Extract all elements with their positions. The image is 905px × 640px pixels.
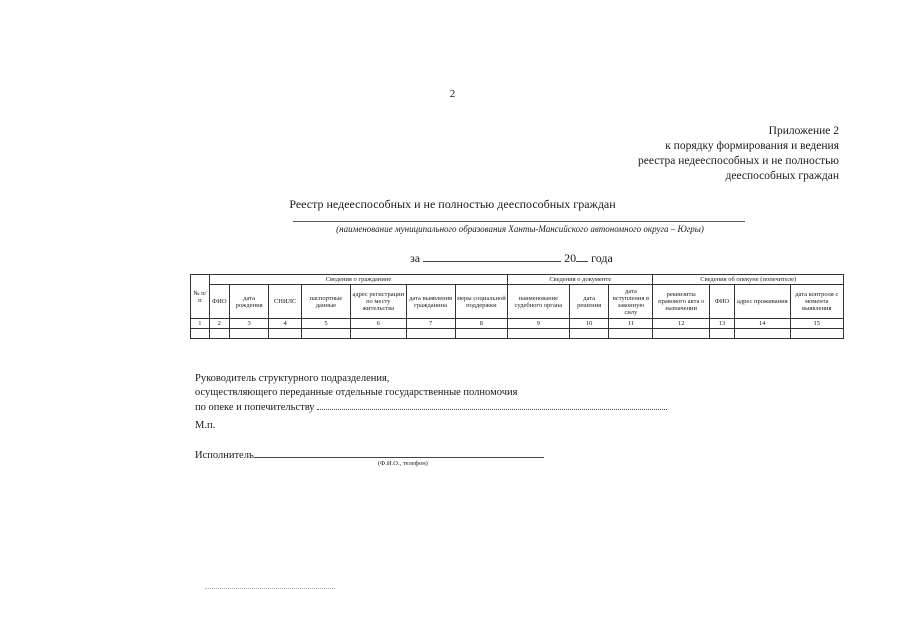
municipality-fill-line <box>293 221 745 222</box>
signature-line-3: по опеке и попечительству <box>195 402 315 413</box>
col-number-5: 5 <box>301 319 350 329</box>
col-number-6: 6 <box>351 319 406 329</box>
period-year-prefix: 20 <box>564 251 577 265</box>
col-header-court-name: наименование судебного органа <box>508 285 570 319</box>
page-number: 2 <box>449 88 456 100</box>
col-header-decision-date: дата решения <box>569 285 609 319</box>
executor-line <box>195 448 544 461</box>
footer-faint-line <box>205 588 335 589</box>
col-header-address: адрес регистрации по месту жительства <box>351 285 406 319</box>
col-number-15: 15 <box>790 319 844 329</box>
col-header-passport: паспортные данные <box>301 285 350 319</box>
col-header-detection-date: дата выявления гражданина <box>406 285 455 319</box>
appendix-line-1: Приложение 2 <box>768 125 839 137</box>
stamp-label: М.п. <box>195 420 216 431</box>
executor-fill-line <box>254 448 544 458</box>
group-header-guardian: Сведения об опекуне (попечителе) <box>653 275 844 285</box>
col-header-snils: СНИЛС <box>269 285 301 319</box>
col-header-guardian-address: адрес проживания <box>735 285 790 319</box>
appendix-line-3: реестра недееспособных и не полностью <box>637 155 839 167</box>
col-header-legal-act: реквизиты правового акта о назначении <box>653 285 710 319</box>
col-number-8: 8 <box>455 319 507 329</box>
col-number-3: 3 <box>229 319 269 329</box>
col-header-fio: ФИО <box>209 285 229 319</box>
period-prefix: за <box>410 251 421 265</box>
col-number-10: 10 <box>569 319 609 329</box>
col-number-14: 14 <box>735 319 790 329</box>
executor-caption: (Ф.И.О., телефон) <box>378 460 428 467</box>
col-number-11: 11 <box>609 319 653 329</box>
signature-block <box>195 372 667 415</box>
col-number-2: 2 <box>209 319 229 329</box>
col-number-header: № п/п <box>191 275 210 319</box>
period-line <box>410 251 613 266</box>
appendix-block <box>638 124 839 184</box>
col-number-13: 13 <box>709 319 734 329</box>
col-number-7: 7 <box>406 319 455 329</box>
col-header-effective-date: дата вступления в законную силу <box>609 285 653 319</box>
appendix-line-2: к порядку формирования и ведения <box>665 140 839 152</box>
col-header-birth-date: дата рождения <box>229 285 269 319</box>
col-number-9: 9 <box>508 319 570 329</box>
col-number-4: 4 <box>269 319 301 329</box>
signature-line-2: осуществляющего переданные отдельные государственные полномочия <box>195 387 518 398</box>
col-number-1: 1 <box>191 319 210 329</box>
table-row-empty <box>191 329 844 339</box>
period-blank <box>423 251 561 262</box>
executor-label: Исполнитель <box>195 450 254 461</box>
period-suffix: года <box>591 251 613 265</box>
group-header-citizen: Сведения о гражданине <box>209 275 507 285</box>
col-header-guardian-fio: ФИО <box>709 285 734 319</box>
municipality-caption: (наименование муниципального образования Ханты-Мансийского автономного округа – Югры) <box>336 224 704 234</box>
registry-table <box>190 274 844 339</box>
signature-line-1: Руководитель структурного подразделения, <box>195 373 390 384</box>
document-title: Реестр недееспособных и не полностью дееспособных граждан <box>289 197 616 211</box>
col-header-social-support: меры социальной поддержки <box>455 285 507 319</box>
year-blank <box>576 251 588 262</box>
signature-fill-line <box>317 400 667 410</box>
col-number-12: 12 <box>653 319 710 329</box>
col-header-control-date: дата контроля с момента выявления <box>790 285 844 319</box>
group-header-document: Сведения о документе <box>508 275 653 285</box>
appendix-line-4: дееспособных граждан <box>725 170 839 182</box>
